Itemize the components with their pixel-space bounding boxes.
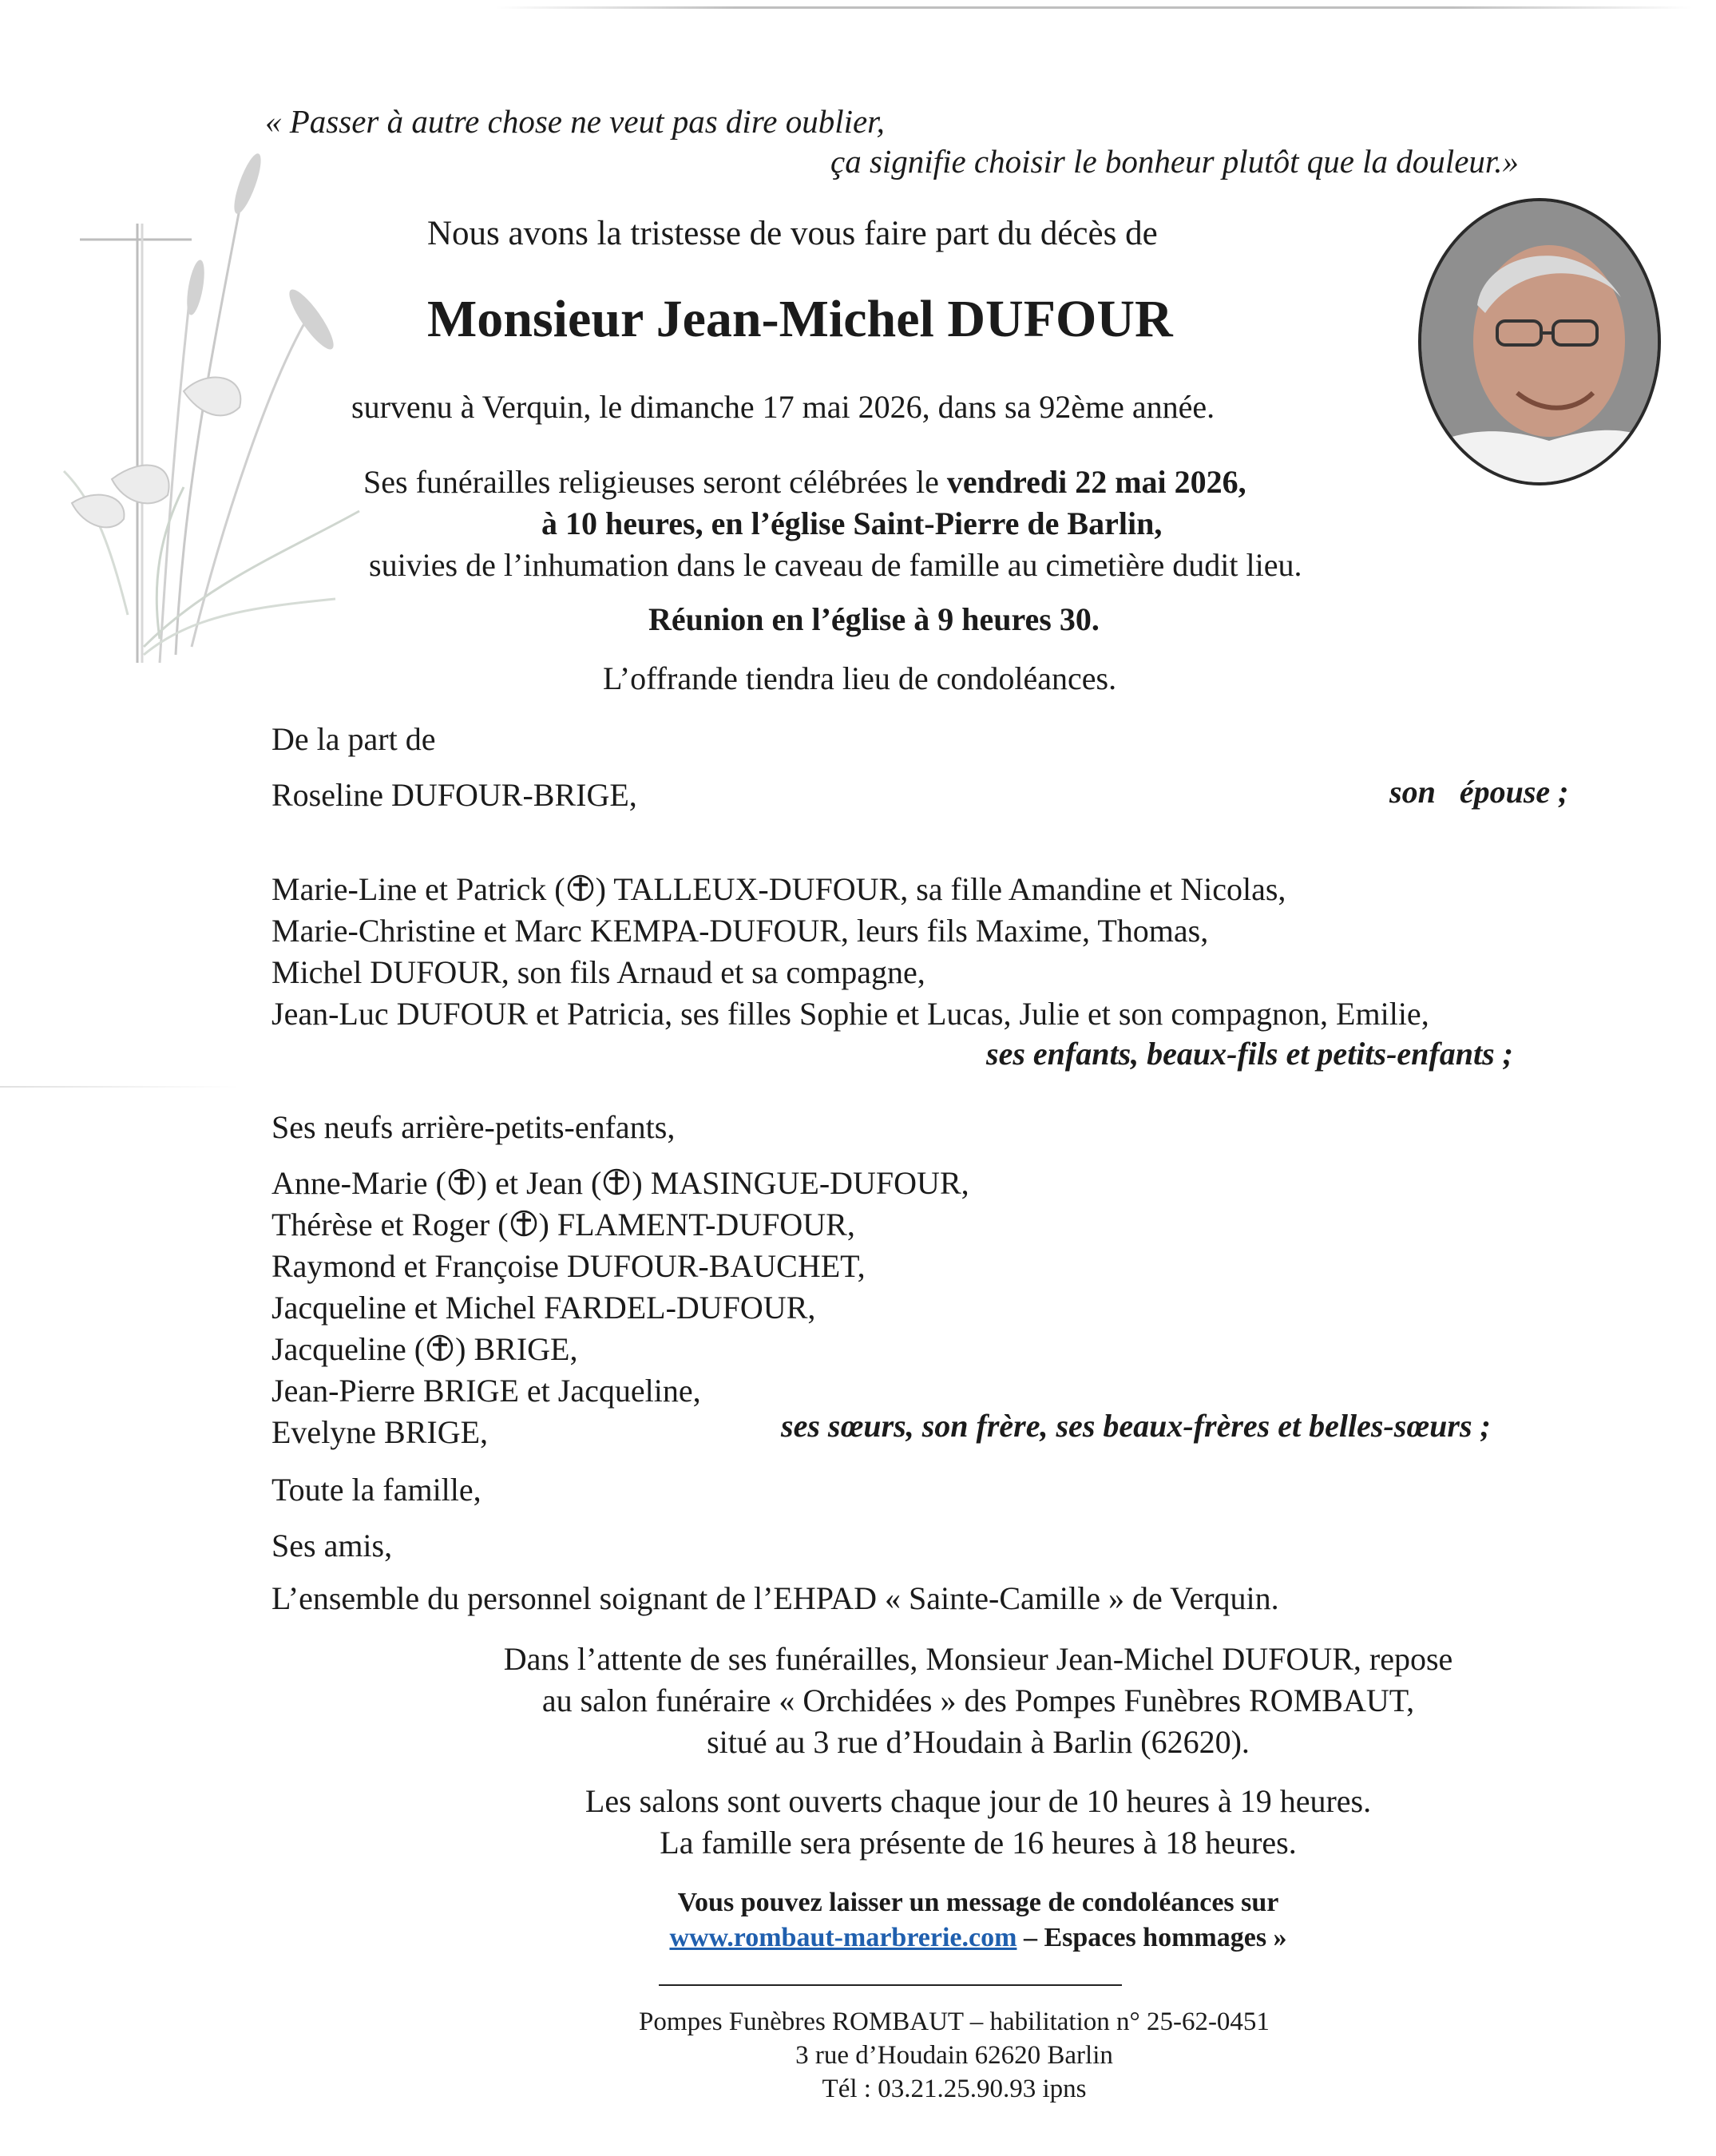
- sibling-2-part-a: Thérèse et Roger (: [271, 1207, 509, 1242]
- deceased-cross-icon: [567, 871, 594, 905]
- children-line-1-end: ) TALLEUX-DUFOUR, sa fille Amandine et Nicolas,: [595, 871, 1286, 907]
- quote-line-2: ça signifie choisir le bonheur plutôt que la douleur.»: [830, 143, 1520, 180]
- sibling-1-part-c: ) MASINGUE-DUFOUR,: [632, 1165, 969, 1201]
- offering-note: L’offrande tiendra lieu de condoléances.: [603, 660, 1117, 696]
- funeral-date: vendredi 22 mai 2026,: [946, 464, 1246, 500]
- footer-address: 3 rue d’Houdain 62620 Barlin: [795, 2041, 1113, 2070]
- condolences-message: Vous pouvez laisser un message de condoléances sur: [677, 1888, 1279, 1917]
- condolences-link-line: [240, 1923, 1716, 1953]
- children-role: ses enfants, beaux-fils et petits-enfants ;: [986, 1036, 1513, 1072]
- funeral-line-1: [363, 463, 1246, 501]
- rest-line-2: au salon funéraire « Orchidées » des Pompes Funèbres ROMBAUT,: [541, 1682, 1415, 1718]
- family-presence-hours: La famille sera présente de 16 heures à 18 heures.: [660, 1825, 1297, 1861]
- sibling-line-5: [271, 1330, 577, 1368]
- funeral-place: à 10 heures, en l’église Saint-Pierre de Barlin,: [541, 505, 1163, 541]
- sibling-line-6: Jean-Pierre BRIGE et Jacqueline,: [271, 1373, 701, 1409]
- sibling-line-2: [271, 1206, 855, 1243]
- siblings-role: ses sœurs, son frère, ses beaux-frères et belles-sœurs ;: [781, 1408, 1491, 1444]
- friends: Ses amis,: [271, 1528, 393, 1563]
- announcement-intro: Nous avons la tristesse de vous faire part du décès de: [427, 215, 1158, 252]
- spouse-name: Roseline DUFOUR-BRIGE,: [271, 777, 637, 813]
- from-label: De la part de: [271, 721, 436, 757]
- children-line-1-start: Marie-Line et Patrick (: [271, 871, 565, 907]
- sibling-1-part-b: ) et Jean (: [476, 1165, 602, 1201]
- footer-divider: [659, 1984, 1122, 1986]
- rest-line-1: Dans l’attente de ses funérailles, Monsieur Jean-Michel DUFOUR, repose: [503, 1641, 1453, 1677]
- opening-hours: Les salons sont ouverts chaque jour de 10 heures à 19 heures.: [585, 1783, 1372, 1819]
- sibling-line-1: [271, 1164, 969, 1202]
- sibling-5-part-a: Jacqueline (: [271, 1331, 426, 1367]
- all-family: Toute la famille,: [271, 1472, 482, 1508]
- deceased-name: Monsieur Jean-Michel DUFOUR: [427, 290, 1173, 348]
- care-staff: L’ensemble du personnel soignant de l’EHPAD « Sainte-Camille » de Verquin.: [271, 1580, 1279, 1616]
- great-grandchildren: Ses neufs arrière-petits-enfants,: [271, 1109, 676, 1145]
- children-line-3: Michel DUFOUR, son fils Arnaud et sa compagne,: [271, 954, 925, 990]
- rest-line-3: situé au 3 rue d’Houdain à Barlin (62620).: [707, 1724, 1250, 1760]
- scan-edge-top: [495, 6, 1693, 9]
- sibling-line-3: Raymond et Françoise DUFOUR-BAUCHET,: [271, 1248, 866, 1284]
- footer-phone: Tél : 03.21.25.90.93 ipns: [822, 2075, 1087, 2103]
- funeral-prefix: Ses funérailles religieuses seront célébrées le: [363, 464, 947, 500]
- quote-line-1: « Passer à autre chose ne veut pas dire oublier,: [265, 103, 885, 140]
- children-line-2: Marie-Christine et Marc KEMPA-DUFOUR, leurs fils Maxime, Thomas,: [271, 913, 1209, 949]
- sibling-line-7: Evelyne BRIGE,: [271, 1414, 489, 1450]
- cross-lily-decoration-icon: [48, 136, 367, 679]
- sibling-line-4: Jacqueline et Michel FARDEL-DUFOUR,: [271, 1290, 816, 1326]
- children-line-4: Jean-Luc DUFOUR et Patricia, ses filles Sophie et Lucas, Julie et son compagnon, Emilie,: [271, 996, 1429, 1032]
- condolences-link-suffix: – Espaces hommages »: [1017, 1923, 1287, 1952]
- portrait-photo: [1418, 198, 1661, 485]
- portrait-photo-icon: [1421, 201, 1658, 482]
- deceased-cross-icon: [448, 1165, 475, 1199]
- sibling-2-part-b: ) FLAMENT-DUFOUR,: [538, 1207, 855, 1242]
- deceased-cross-icon: [426, 1331, 454, 1365]
- death-details: survenu à Verquin, le dimanche 17 mai 2026, dans sa 92ème année.: [351, 389, 1215, 425]
- sibling-1-part-a: Anne-Marie (: [271, 1165, 446, 1201]
- sibling-5-part-b: ) BRIGE,: [455, 1331, 578, 1367]
- deceased-cross-icon: [510, 1207, 537, 1240]
- scan-edge-left: [0, 1086, 240, 1088]
- meeting-time: Réunion en l’église à 9 heures 30.: [648, 601, 1100, 637]
- burial-details: suivies de l’inhumation dans le caveau de famille au cimetière dudit lieu.: [369, 547, 1302, 583]
- footer-company: Pompes Funèbres ROMBAUT – habilitation n° 25-62-0451: [639, 2007, 1270, 2036]
- spouse-role: son épouse ;: [1389, 774, 1569, 810]
- condolences-website-link[interactable]: www.rombaut-marbrerie.com: [669, 1923, 1017, 1952]
- children-line-1: [271, 870, 1286, 908]
- deceased-cross-icon: [603, 1165, 630, 1199]
